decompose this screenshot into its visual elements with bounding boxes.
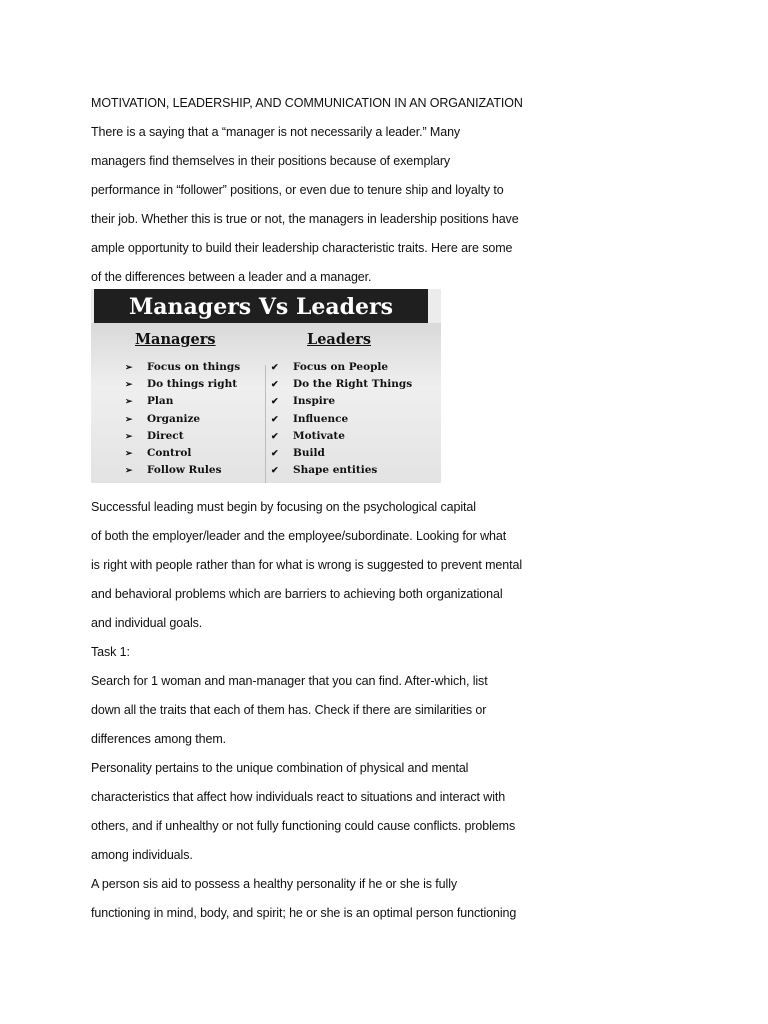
column-divider [265,365,266,483]
managers-column-heading: Managers [135,331,216,348]
arrow-bullet-icon: ➢ [125,414,133,425]
leaders-list-item: ✔ Motivate [271,428,412,445]
managers-list-item: ➢ Focus on things [125,359,240,376]
leaders-list-item: ✔ Inspire [271,393,412,410]
check-icon: ✔ [271,431,279,442]
body-line: down all the traits that each of them has. Check if there are similarities or [91,703,487,717]
managers-list-item: ➢ Do things right [125,376,240,393]
body-line: Search for 1 woman and man-manager that you can find. After-which, list [91,674,488,688]
managers-list-item: ➢ Follow Rules [125,462,240,479]
arrow-bullet-icon: ➢ [125,449,133,460]
managers-list [125,359,240,479]
body-line: and individual goals. [91,616,203,630]
body-line: and behavioral problems which are barriers to achieving both organizational [91,587,503,601]
figure-body [91,323,441,483]
task-label: Task 1: [91,645,130,659]
arrow-bullet-icon: ➢ [125,380,133,391]
intro-line: their job. Whether this is true or not, the managers in leadership positions have [91,212,519,226]
arrow-bullet-icon: ➢ [125,431,133,442]
check-icon: ✔ [271,449,279,460]
body-line: of both the employer/leader and the employee/subordinate. Looking for what [91,529,507,543]
arrow-bullet-icon: ➢ [125,397,133,408]
managers-list-item: ➢ Direct [125,428,240,445]
figure-title: Managers Vs Leaders [94,289,428,323]
leaders-list-item: ✔ Shape entities [271,462,412,479]
intro-line: There is a saying that a “manager is not necessarily a leader.” Many [91,125,461,139]
check-icon: ✔ [271,363,279,373]
leaders-list-item: ✔ Influence [271,411,412,428]
check-icon: ✔ [271,414,279,425]
managers-vs-leaders-figure [91,289,441,483]
managers-list-item: ➢ Organize [125,411,240,428]
document-heading: MOTIVATION, LEADERSHIP, AND COMMUNICATION IN AN ORGANIZATION [91,96,523,110]
body-line: Personality pertains to the unique combination of physical and mental [91,761,469,775]
body-line: A person sis aid to possess a healthy personality if he or she is fully [91,877,458,891]
managers-list-item: ➢ Control [125,445,240,462]
check-icon: ✔ [271,466,279,477]
body-line: differences among them. [91,732,227,746]
arrow-bullet-icon: ➢ [125,363,133,373]
check-icon: ✔ [271,380,279,391]
leaders-list [271,359,412,479]
body-line: is right with people rather than for what is wrong is suggested to prevent mental [91,558,523,572]
body-line: functioning in mind, body, and spirit; he or she is an optimal person functioning [91,906,517,920]
intro-line: performance in “follower” positions, or even due to tenure ship and loyalty to [91,183,504,197]
body-line: others, and if unhealthy or not fully functioning could cause conflicts. problems [91,819,516,833]
managers-list-item: ➢ Plan [125,393,240,410]
check-icon: ✔ [271,397,279,408]
arrow-bullet-icon: ➢ [125,466,133,477]
leaders-column-heading: Leaders [307,331,371,348]
leaders-list-item: ✔ Build [271,445,412,462]
leaders-list-item: ✔ Do the Right Things [271,376,412,393]
leaders-list-item: ✔ Focus on People [271,359,412,376]
intro-line: of the differences between a leader and a manager. [91,270,372,284]
body-line: among individuals. [91,848,193,862]
intro-line: ample opportunity to build their leadership characteristic traits. Here are some [91,241,513,255]
intro-line: managers find themselves in their positions because of exemplary [91,154,451,168]
body-line: characteristics that affect how individuals react to situations and interact with [91,790,506,804]
body-line: Successful leading must begin by focusing on the psychological capital [91,500,476,514]
